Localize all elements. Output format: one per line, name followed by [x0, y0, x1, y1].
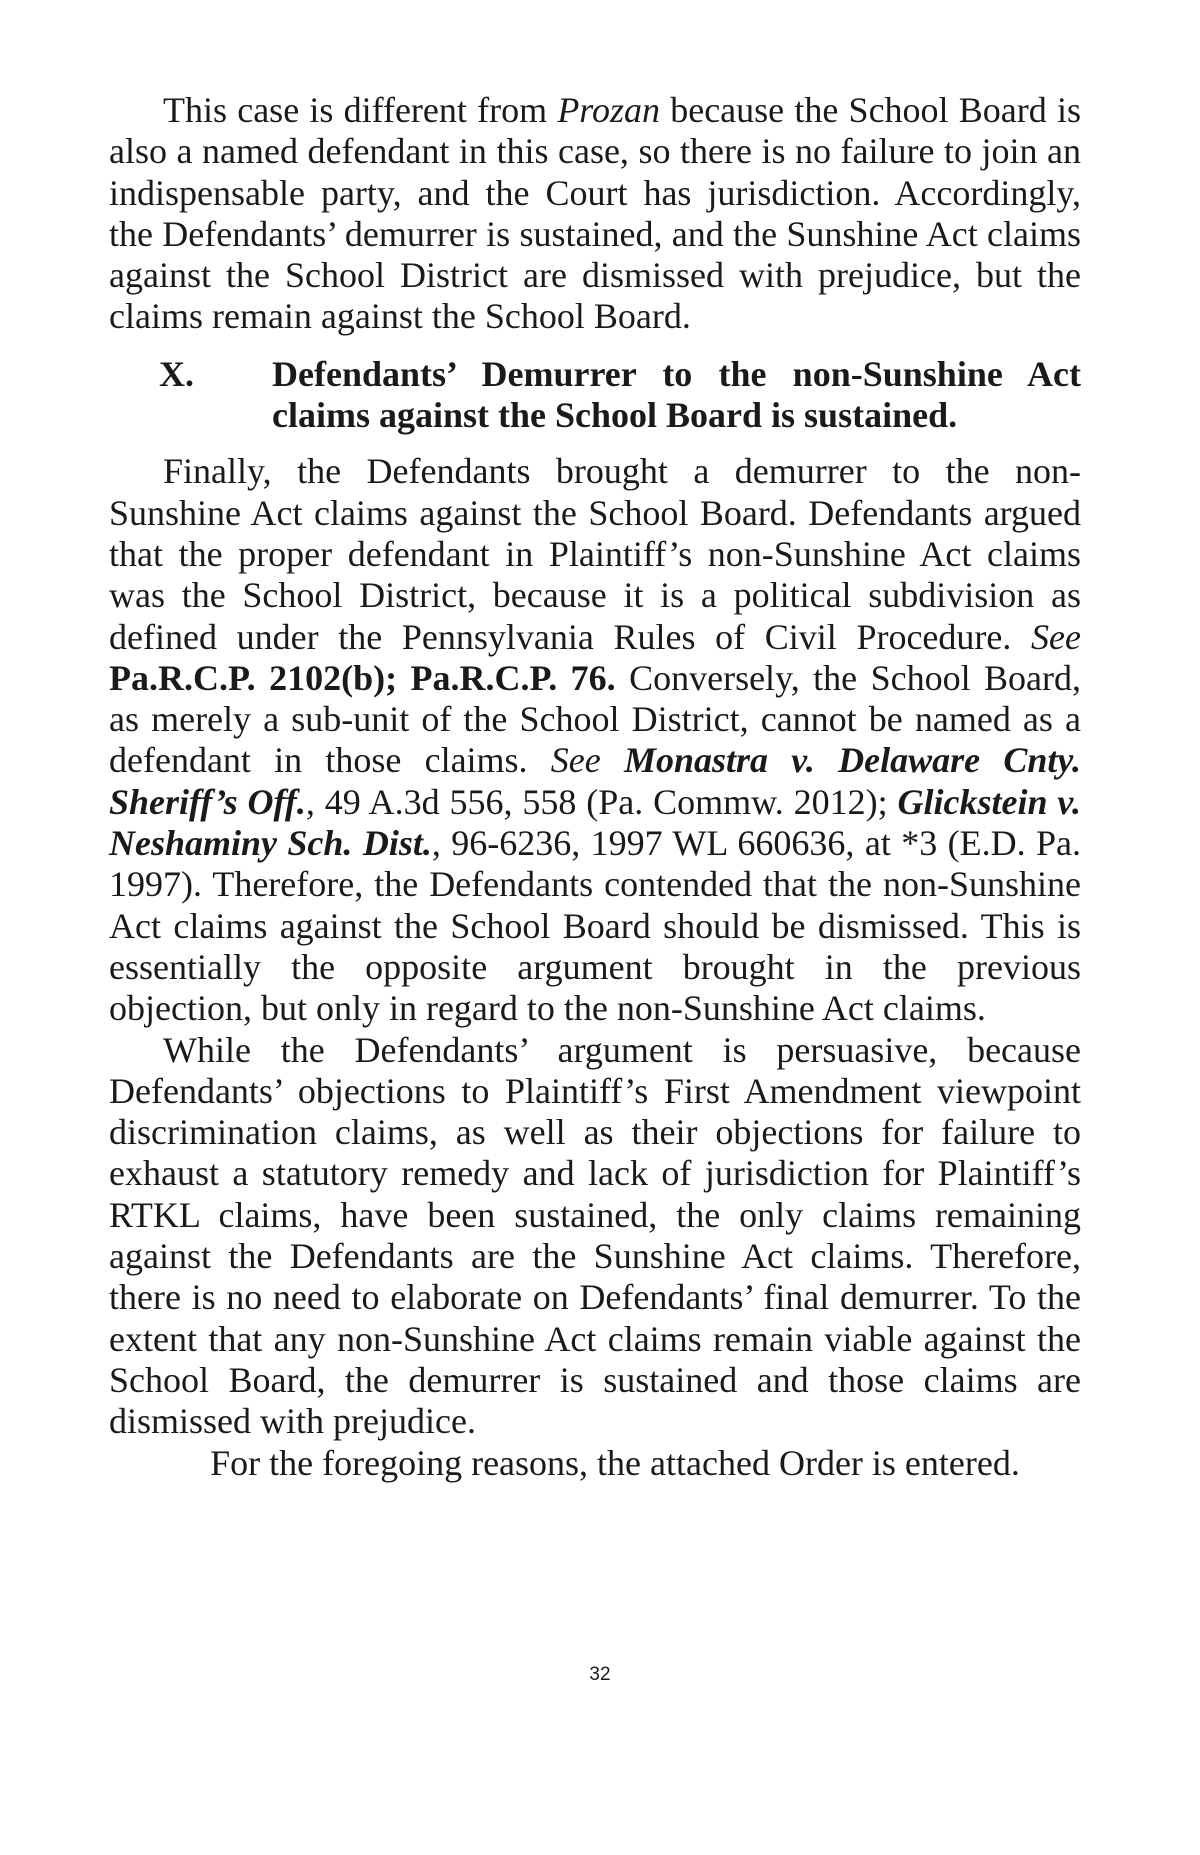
- emphasis-text: See: [550, 740, 601, 781]
- citation-text: Glickstein v. Neshaminy Sch. Dist.: [109, 781, 1082, 864]
- closing-line: For the foregoing reasons, the attached Order is entered.: [210, 1442, 1020, 1483]
- paragraph-demurrer-argument: Finally, the Defendants brought a demurrer to the non-Sunshine Act claims against the School Board. Defendants argued that the proper defendant in Plaintiff’s non-Sunshine Act claims was the School District, because it is a political subdivision as defined under the Pennsylvania Rules of Civil Procedure. See Pa.R.C.P. 2102(b); Pa.R.C.P. 76. Conversely, the School Board, as merely a sub-unit of the School District, cannot be named as a defendant in those claims. See Monastra v. Delaware Cnty. Sheriff’s Off., 49 A.3d 556, 558 (Pa. Commw. 2012); Glickstein v. Neshaminy Sch. Dist., 96-6236, 1997 WL 660636, at *3 (E.D. Pa. 1997). Therefore, the Defendants contended that the non-Sunshine Act claims against the School Board should be dismissed. This is essentially the opposite argument brought in the previous objection, but only in regard to the non-Sunshine Act claims.: [109, 451, 1082, 1029]
- paragraph-prozan: This case is different from Prozan because the School Board is also a named defendant in this case, so there is no failure to join an indispensable party, and the Court has jurisdiction. Accordingly, the Defendants’ demurrer is sustained, and the Sunshine Act claims against the School District are dismissed with prejudice, but the claims remain against the School Board.: [109, 90, 1081, 337]
- page-number: 32: [589, 1664, 611, 1685]
- citation-text: Monastra v. Delaware Cnty. Sheriff’s Off.: [109, 740, 1082, 822]
- section-heading: [109, 354, 1081, 437]
- emphasis-text: See: [1031, 616, 1081, 657]
- section-number: X.: [159, 353, 194, 394]
- document-page: [109, 90, 1081, 1484]
- emphasis-text: Prozan: [557, 90, 660, 130]
- paragraph-conclusion: While the Defendants’ argument is persuasive, because Defendants’ objections to Plaintiff’s First Amendment viewpoint discrimination claims, as well as their objections for failure to exhaust a statutory remedy and lack of jurisdiction for Plaintiff’s RTKL claims, have been sustained, the only claims remaining against the Defendants are the Sunshine Act claims. Therefore, there is no need to elaborate on Defendants’ final demurrer. To the extent that any non-Sunshine Act claims remain viable against the School Board, the demurrer is sustained and those claims are dismissed with prejudice.: [109, 1029, 1081, 1442]
- section-title: Defendants’ Demurrer to the non-Sunshine Act claims against the School Board is sustained.: [272, 353, 1081, 436]
- citation-text: Pa.R.C.P. 2102(b); Pa.R.C.P. 76.: [109, 657, 616, 698]
